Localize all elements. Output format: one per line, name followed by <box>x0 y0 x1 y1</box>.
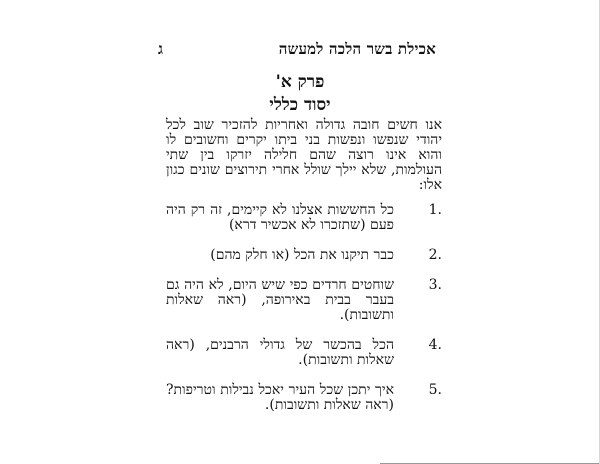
list-item-text: הכל בהכשר של גדולי הרבנים, (ראה שאלות ותשובות). <box>166 337 394 368</box>
running-header-title: אכילת בשר הלכה למעשה <box>278 40 436 58</box>
list-item-text: שוחטים חרדים כפי שיש היום, לא היה גם בעבר בבית באירופה, (ראה שאלות ותשובות). <box>166 277 394 323</box>
list-item-number: 2. <box>428 247 442 263</box>
list-item <box>166 248 442 263</box>
intro-paragraph: אנו חשים חובה גדולה ואחריות להזכיר שוב לכל יהודי שנפשו ונפשות בני ביתו יקרים וחשובים לו והוא אינו רוצה שהם חלילה יזרקו בין שתי העולמות, שלא יילך שולל אחרי תירוצים שונים כגון אלו: <box>166 117 442 193</box>
list-item-text: כל החששות אצלנו לא קיימים, זה רק היה פעם (שתזכרו לא אכשיר דרא) <box>166 202 394 233</box>
chapter-subtitle: יסוד כללי <box>269 95 331 115</box>
list-item <box>166 338 442 368</box>
list-item-text: כבר תיקנו את הכל (או חלק מהם) <box>210 247 394 263</box>
list-item <box>166 383 442 413</box>
list-item <box>166 278 442 323</box>
list-item-number: 3. <box>428 277 442 293</box>
list-item <box>166 203 442 233</box>
list-item-text: איך יתכן שכל העיר יאכל נבילות וטריפות? (ראה שאלות ותשובות). <box>166 382 394 413</box>
chapter-heading: פרק א' <box>275 72 325 92</box>
list-item-number: 1. <box>428 202 442 218</box>
page-number: ג <box>158 40 163 58</box>
running-header <box>158 40 436 62</box>
list-item-number: 4. <box>428 337 442 353</box>
list-item-number: 5. <box>428 382 442 398</box>
numbered-list <box>166 203 442 428</box>
